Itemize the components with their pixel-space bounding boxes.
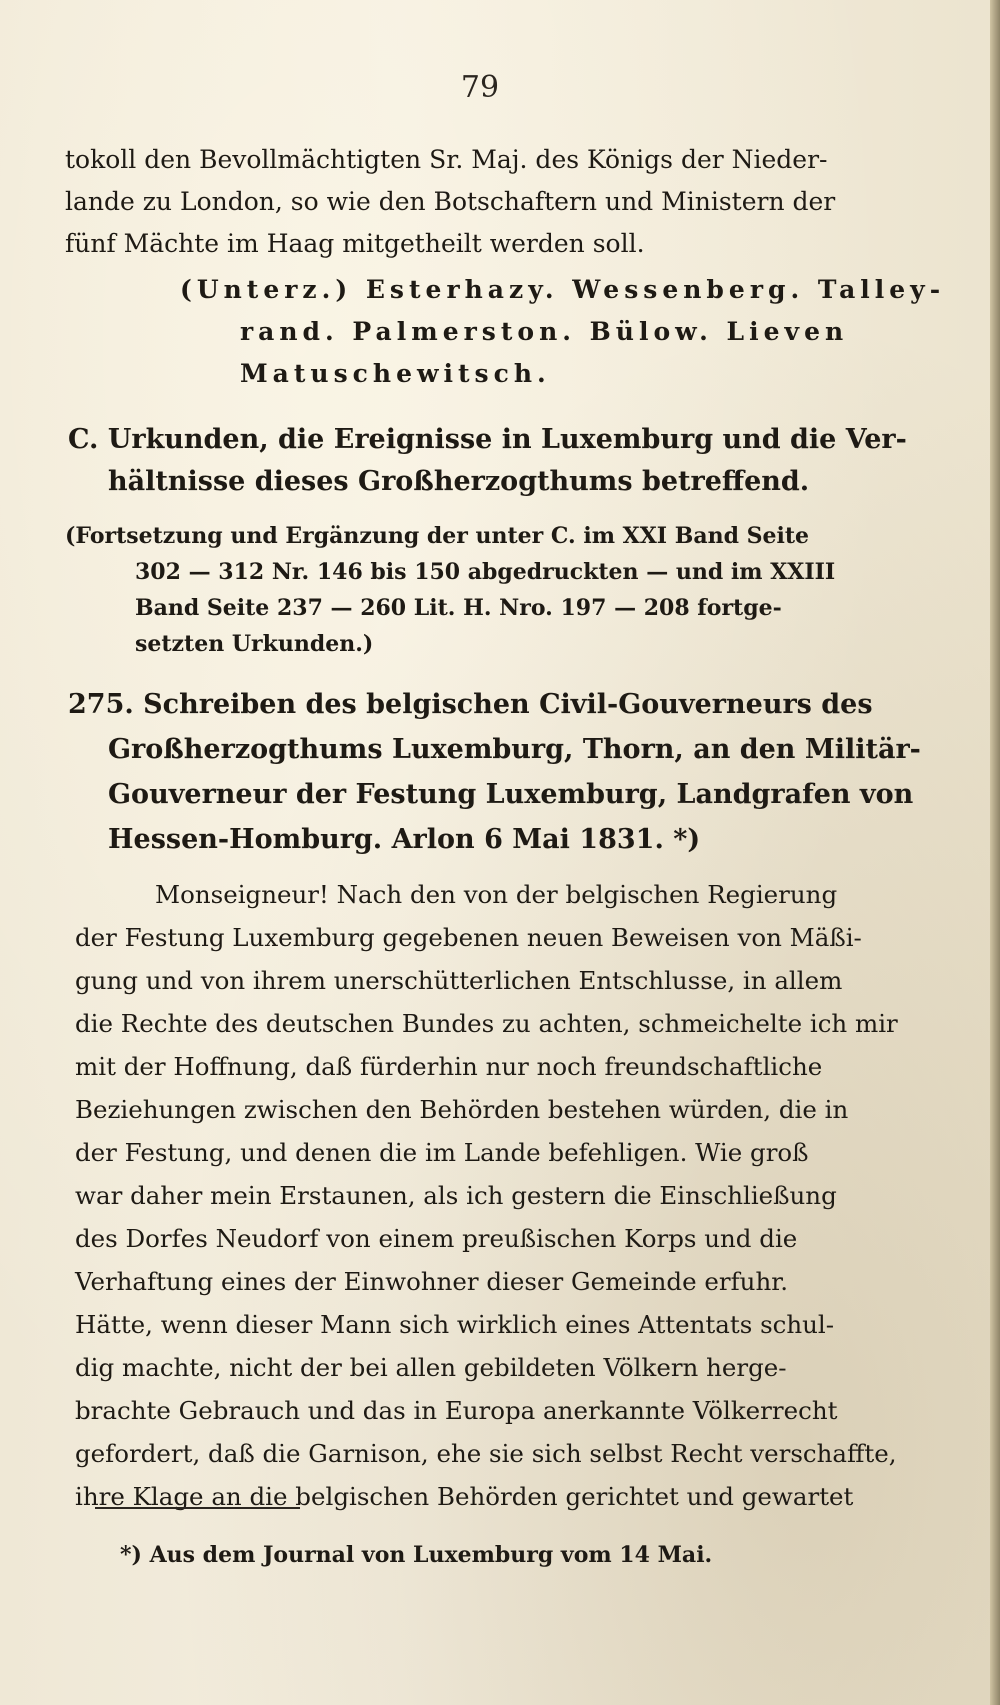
signature-line: Matuschewitsch. (240, 359, 551, 388)
section-note: Band Seite 237 — 260 Lit. H. Nro. 197 — 208 fortge- (135, 595, 782, 621)
intro-line: lande zu London, so wie den Botschaftern und Ministern der (65, 187, 836, 216)
body-line: die Rechte des deutschen Bundes zu achten, schmeichelte ich mir (75, 1009, 898, 1038)
body-line: dig machte, nicht der bei allen gebildeten Völkern herge- (75, 1353, 787, 1382)
body-line: der Festung Luxemburg gegebenen neuen Beweisen von Mäßi- (75, 923, 862, 952)
body-line: der Festung, und denen die im Lande befehligen. Wie groß (75, 1138, 809, 1167)
body-line: gung und von ihrem unerschütterlichen Entschlusse, in allem (75, 966, 843, 995)
intro-line: tokoll den Bevollmächtigten Sr. Maj. des Königs der Nieder- (65, 145, 828, 174)
body-line: brachte Gebrauch und das in Europa anerkannte Völkerrecht (75, 1396, 838, 1425)
body-line: Beziehungen zwischen den Behörden bestehen würden, die in (75, 1095, 849, 1124)
document-title: Großherzogthums Luxemburg, Thorn, an den Militär- (108, 734, 921, 765)
section-note: setzten Urkunden.) (135, 631, 374, 657)
page-number: 79 (460, 70, 500, 105)
document-title: 275. Schreiben des belgischen Civil-Gouverneurs des (68, 689, 873, 720)
signature-line: (Unterz.) Esterhazy. Wessenberg. Talley- (180, 275, 946, 304)
body-line: Monseigneur! Nach den von der belgischen Regierung (155, 880, 838, 909)
page-edge (990, 0, 1000, 1705)
body-line: Hätte, wenn dieser Mann sich wirklich eines Attentats schul- (75, 1310, 835, 1339)
body-line: Verhaftung eines der Einwohner dieser Gemeinde erfuhr. (75, 1267, 789, 1296)
body-line: gefordert, daß die Garnison, ehe sie sich selbst Recht verschaffte, (75, 1439, 897, 1468)
footnote-divider (95, 1507, 300, 1509)
section-note: 302 — 312 Nr. 146 bis 150 abgedruckten — und im XXIII (135, 559, 836, 585)
footnote: *) Aus dem Journal von Luxemburg vom 14 Mai. (120, 1542, 713, 1568)
body-line: war daher mein Erstaunen, als ich gestern die Einschließung (75, 1181, 837, 1210)
intro-line: fünf Mächte im Haag mitgetheilt werden soll. (65, 229, 645, 258)
document-title: Hessen-Homburg. Arlon 6 Mai 1831. *) (108, 824, 701, 855)
document-title: Gouverneur der Festung Luxemburg, Landgrafen von (108, 779, 914, 810)
body-line: mit der Hoffnung, daß fürderhin nur noch freundschaftliche (75, 1052, 823, 1081)
section-note: (Fortsetzung und Ergänzung der unter C. im XXI Band Seite (65, 523, 810, 549)
section-heading: C. Urkunden, die Ereignisse in Luxemburg und die Ver- (68, 424, 907, 455)
signature-line: rand. Palmerston. Bülow. Lieven (240, 317, 849, 346)
section-heading: hältnisse dieses Großherzogthums betreffend. (108, 466, 810, 497)
body-line: ihre Klage an die belgischen Behörden gerichtet und gewartet (75, 1482, 854, 1511)
body-line: des Dorfes Neudorf von einem preußischen Korps und die (75, 1224, 798, 1253)
